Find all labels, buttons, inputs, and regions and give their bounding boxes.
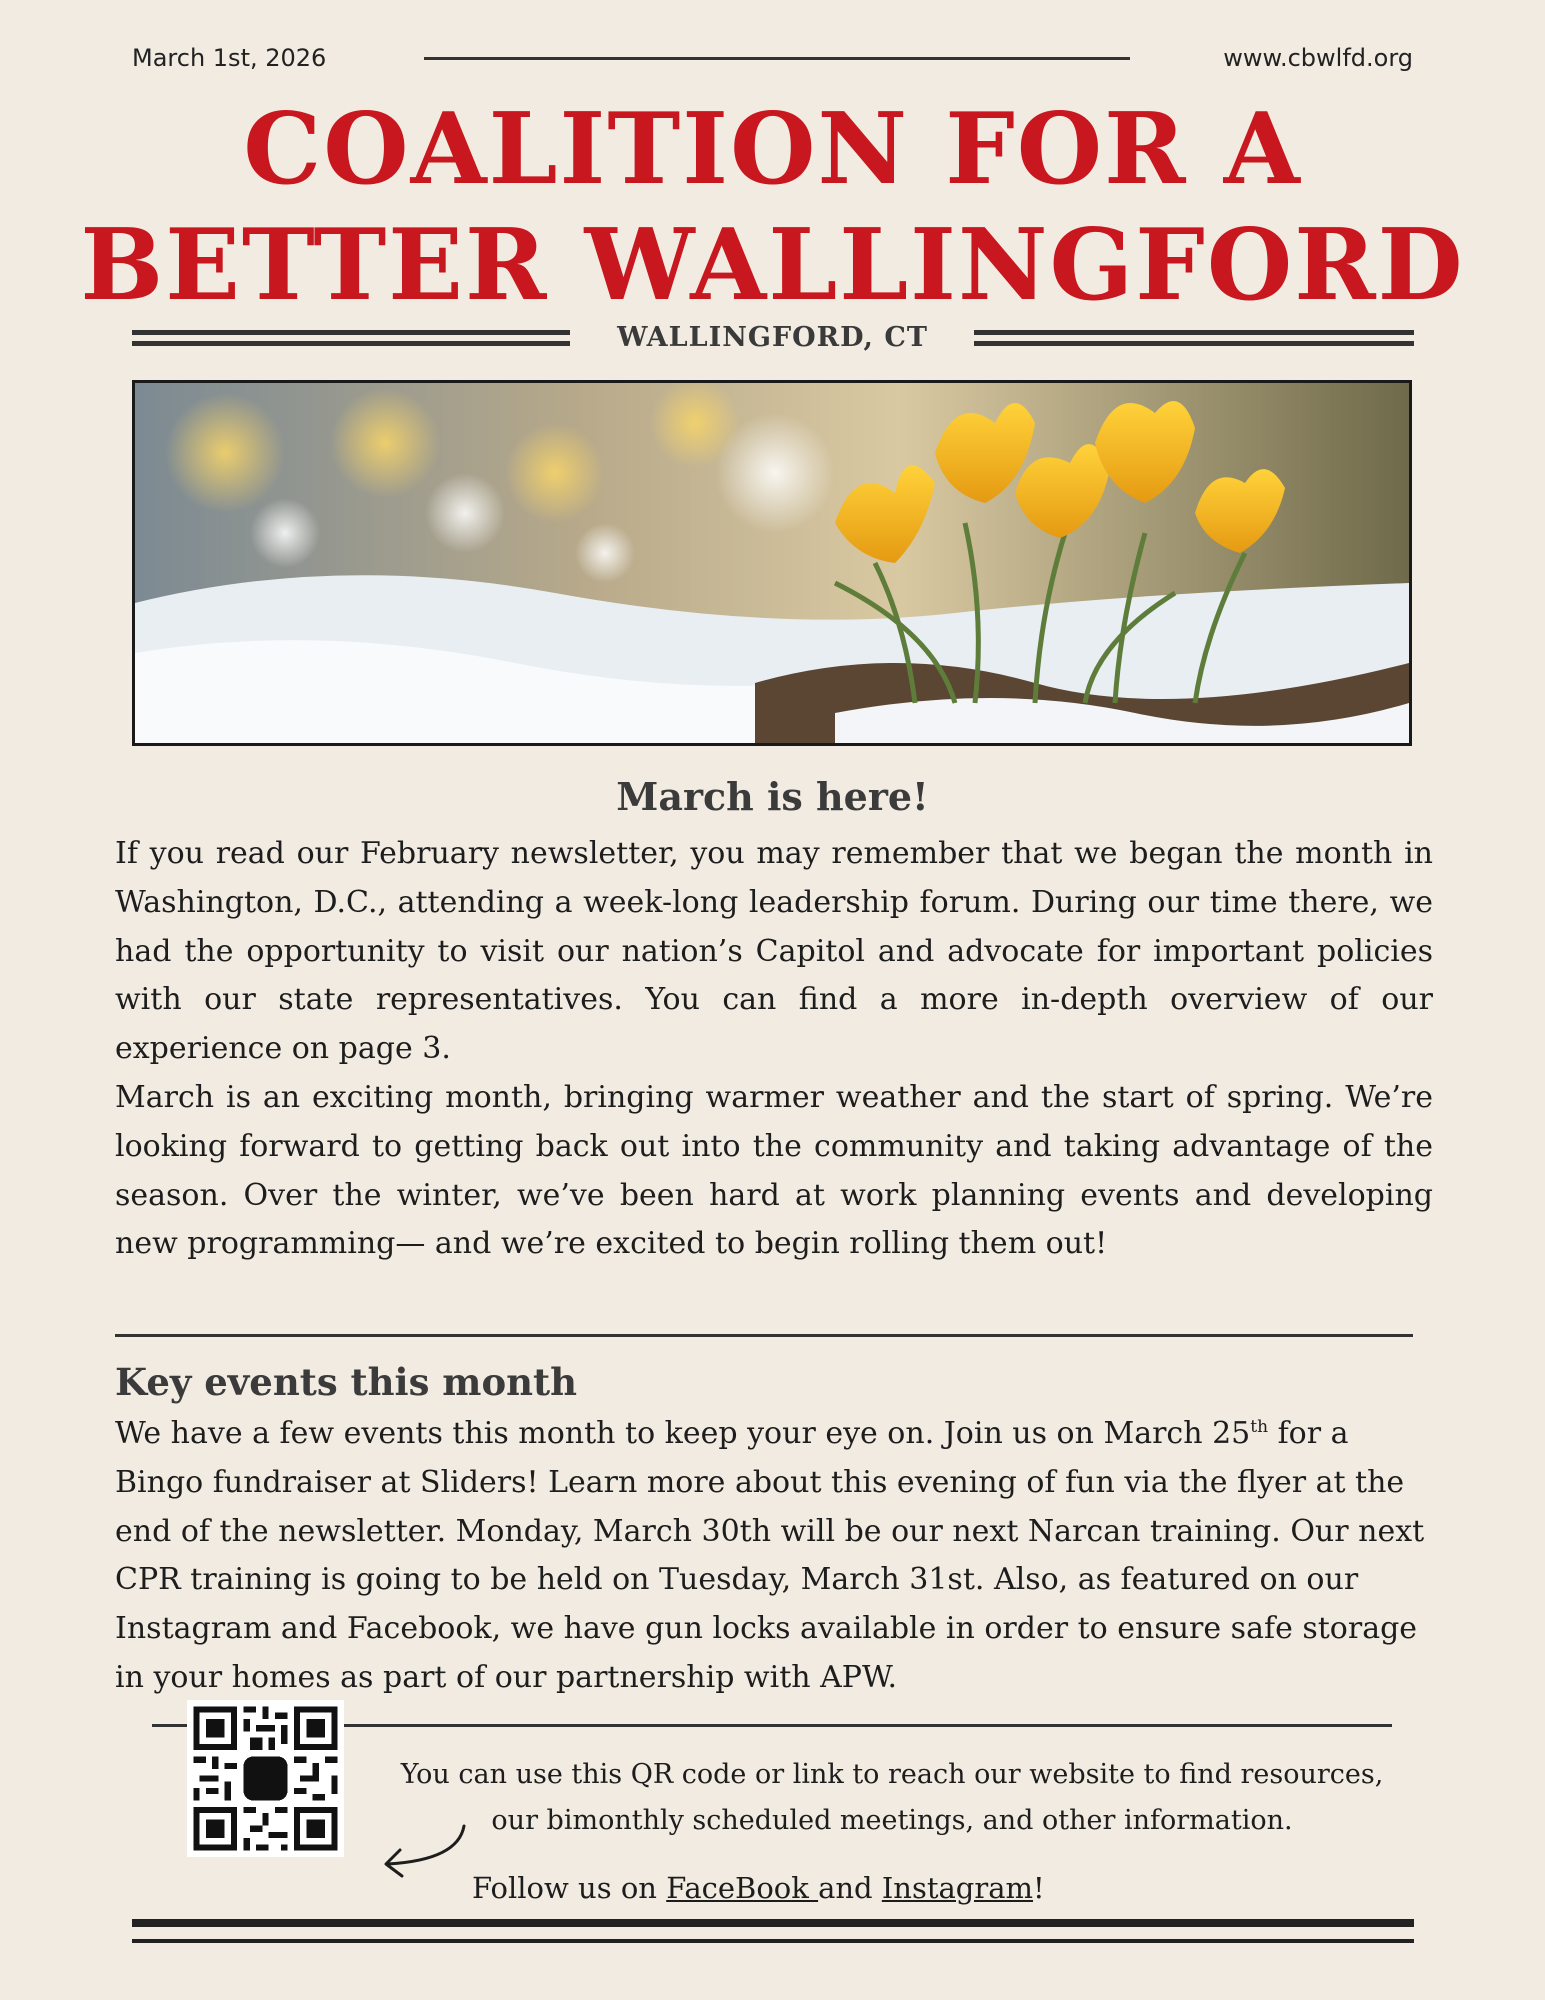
qr-text-line-1: You can use this QR code or link to reach our website to find resources, (400, 1759, 1384, 1790)
header-rule (424, 57, 1130, 60)
crocus-flowers-in-snow-photo (135, 383, 1409, 743)
bottom-rule-thin (132, 1939, 1414, 1943)
march-article (115, 830, 1433, 1269)
title-line-1: COALITION FOR A (243, 92, 1302, 207)
events-text-part-1: We have a few events this month to keep your eye on. Join us on March 25 (115, 1416, 1251, 1451)
website-link[interactable]: www.cbwlfd.org (1223, 44, 1413, 72)
hero-image (132, 380, 1412, 746)
newsletter-title (0, 92, 1545, 324)
section-heading-events: Key events this month (115, 1360, 578, 1404)
events-superscript: th (1250, 1417, 1269, 1437)
follow-us-line (472, 1871, 1045, 1905)
location-rule-right (974, 330, 1414, 335)
events-paragraph (115, 1410, 1433, 1703)
facebook-link[interactable]: FaceBook (666, 1871, 819, 1905)
qr-text-line-2: our bimonthly scheduled meetings, and other information. (491, 1805, 1293, 1836)
bottom-rule-thick (132, 1919, 1414, 1927)
instagram-link[interactable]: Instagram (881, 1871, 1033, 1905)
title-line-2: BETTER WALLINGFORD (80, 208, 1465, 323)
section-heading-march: March is here! (616, 774, 929, 819)
march-paragraph-1: If you read our February newsletter, you may remember that we began the month in Washington, D.C., attending a week-long leadership forum. During our time there, we had the opportunity to visit our nation’s Capitol and advocate for important policies with our state representatives. You can find a more in-depth overview of our experience on page 3. (115, 836, 1433, 1067)
march-paragraph-2: March is an exciting month, bringing warmer weather and the start of spring. We’re looking forward to getting back out into the community and taking advantage of the season. Over the winter, we’ve been hard at work planning events and developing new programming— and we’re excited to begin rolling them out! (115, 1079, 1433, 1262)
follow-prefix: Follow us on (472, 1871, 667, 1905)
issue-date: March 1st, 2026 (132, 44, 327, 72)
qr-description (362, 1752, 1422, 1844)
section-divider (115, 1334, 1413, 1337)
curved-arrow-icon (378, 1820, 468, 1890)
follow-and: and (818, 1871, 882, 1905)
location-label: WALLINGFORD, CT (617, 322, 928, 353)
events-text-part-2: for a Bingo fundraiser at Sliders! Learn more about this evening of fun via the flyer at the end of the newsletter. Monday, March 30th will be our next Narcan training. Our next CPR training is going to be held on Tuesday, March 31st. Also, as featured on our Instagram and Facebook, we have gun locks available in order to ensure safe storage in your homes as part of our partnership with APW. (115, 1416, 1425, 1695)
qr-code-icon[interactable] (187, 1700, 344, 1857)
follow-suffix: ! (1033, 1871, 1045, 1905)
location-rule-left (132, 330, 570, 335)
